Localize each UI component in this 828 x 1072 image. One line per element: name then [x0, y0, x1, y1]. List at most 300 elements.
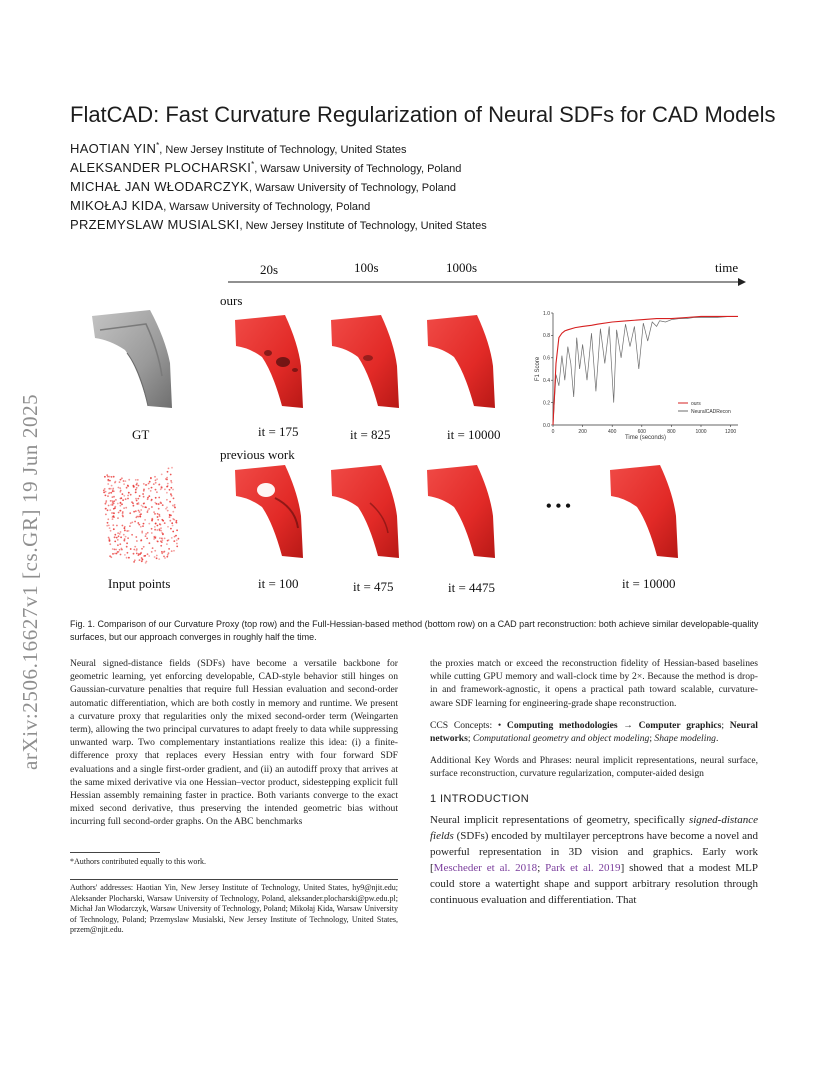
point — [157, 541, 159, 543]
point — [176, 546, 178, 548]
point — [158, 514, 160, 516]
abstract-continued: the proxies match or exceed the reconstruction fidelity of Hessian-based baselines while cutting GPU memory and wall-clock time by 2×. Because the method is drop-in and framework-agnostic, it opens a practical path toward scalable, curvature-aware SDF learning for engineering-grade shape reconstruction. — [430, 658, 758, 709]
point — [135, 491, 137, 493]
intro-text: ] showed that a modest MLP could store a watertight shape and support arbitrary resolution through continuous evaluation and differentiation. That — [430, 861, 758, 906]
point — [125, 498, 127, 500]
point — [159, 515, 161, 517]
point — [119, 533, 121, 535]
point — [167, 471, 169, 473]
point — [154, 502, 156, 504]
point — [120, 505, 122, 507]
point — [166, 507, 168, 509]
point — [142, 559, 144, 561]
author-affiliation: , New Jersey Institute of Technology, United States — [239, 220, 487, 232]
f1-chart — [535, 311, 738, 441]
section-heading: 1 INTRODUCTION — [430, 792, 530, 805]
point — [171, 467, 173, 469]
point — [147, 498, 149, 500]
point — [130, 548, 132, 550]
point — [172, 505, 174, 507]
input-points — [103, 467, 179, 564]
point — [105, 495, 107, 497]
point — [151, 532, 153, 534]
point — [155, 479, 157, 481]
author-name: MICHAŁ JAN WŁODARCZYK — [70, 179, 249, 194]
point — [155, 497, 157, 499]
footnote-rule — [70, 852, 160, 853]
teaser-figure — [70, 258, 760, 603]
point — [170, 515, 172, 517]
point — [120, 502, 122, 504]
y-axis-label: F1 Score — [535, 356, 541, 382]
point — [158, 558, 160, 560]
point — [135, 484, 137, 486]
point — [119, 549, 121, 551]
point — [121, 549, 123, 551]
point — [134, 559, 136, 561]
point — [136, 550, 138, 552]
point — [108, 505, 110, 507]
point — [164, 538, 166, 540]
point — [152, 547, 154, 549]
point — [135, 489, 137, 491]
point — [117, 544, 119, 546]
point — [157, 516, 159, 518]
shape-top-1 — [235, 315, 303, 408]
shape-bottom-4 — [610, 465, 678, 558]
point — [135, 536, 137, 538]
point — [161, 487, 163, 489]
point — [159, 484, 161, 486]
author-sup: * — [156, 141, 160, 150]
point — [138, 553, 140, 555]
point — [110, 492, 112, 494]
point — [127, 485, 129, 487]
x-tick-label: 400 — [608, 429, 617, 435]
point — [122, 512, 124, 514]
point — [151, 499, 153, 501]
point — [130, 494, 132, 496]
point — [168, 552, 170, 554]
point — [112, 504, 114, 506]
point — [173, 498, 175, 500]
point — [109, 509, 111, 511]
point — [164, 522, 166, 524]
y-tick-label: 0.0 — [543, 422, 550, 429]
point — [107, 483, 109, 485]
point — [164, 557, 166, 559]
point — [176, 539, 178, 541]
point — [149, 481, 151, 483]
iteration-label: it = 175 — [258, 424, 299, 439]
point — [160, 545, 162, 547]
figure-graphics — [70, 258, 760, 603]
point — [172, 525, 174, 527]
point — [166, 492, 168, 494]
point — [133, 561, 135, 563]
point — [112, 553, 114, 555]
point — [143, 490, 145, 492]
point — [113, 500, 115, 502]
point — [123, 495, 125, 497]
point — [111, 500, 113, 502]
point — [141, 560, 143, 562]
point — [134, 546, 136, 548]
point — [137, 498, 139, 500]
point — [117, 517, 119, 519]
point — [120, 490, 122, 492]
point — [160, 524, 162, 526]
shape-top-3 — [427, 315, 495, 408]
shape-top-2 — [331, 315, 399, 408]
point — [108, 538, 110, 540]
point — [127, 537, 129, 539]
point — [155, 482, 157, 484]
point — [167, 526, 169, 528]
point — [148, 495, 150, 497]
point — [176, 529, 178, 531]
point — [144, 506, 146, 508]
point — [112, 496, 114, 498]
point — [153, 538, 155, 540]
point — [170, 480, 172, 482]
author-addresses: Authors' addresses: Haotian Yin, New Jersey Institute of Technology, United States, hy9@njit.edu; Aleksander Plocharski, Warsaw University of Technology, Poland, aleksander.plocharski@pw.edu.pl; Michał Jan Włodarczyk, Warsaw University of Technology, Poland; Mikołaj Kida, Warsaw University of Technology, Poland; Przemyslaw Musialski, New Jersey Institute of Technology, United States, przem@njit.edu. — [70, 883, 398, 934]
point — [122, 516, 124, 518]
iteration-label: it = 10000 — [447, 427, 501, 442]
point — [170, 487, 172, 489]
point — [136, 548, 138, 550]
point — [146, 538, 148, 540]
point — [147, 510, 149, 512]
point — [170, 474, 172, 476]
point — [150, 478, 152, 480]
point — [117, 539, 119, 541]
point — [176, 543, 178, 545]
point — [164, 489, 166, 491]
point — [151, 519, 153, 521]
point — [135, 479, 137, 481]
point — [109, 540, 111, 542]
point — [151, 551, 153, 553]
point — [136, 500, 138, 502]
iteration-label: it = 100 — [258, 576, 299, 591]
x-tick-label: 200 — [578, 429, 587, 435]
iteration-label: it = 475 — [353, 579, 394, 594]
point — [120, 510, 122, 512]
ccs-concepts — [430, 719, 758, 745]
point — [137, 479, 139, 481]
point — [118, 535, 120, 537]
point — [139, 559, 141, 561]
point — [157, 513, 159, 515]
point — [106, 474, 108, 476]
gt-shape — [92, 310, 172, 408]
point — [134, 521, 136, 523]
point — [147, 532, 149, 534]
point — [163, 551, 165, 553]
point — [111, 476, 113, 478]
point — [171, 522, 173, 524]
iteration-label: it = 10000 — [622, 576, 676, 591]
author-name: ALEKSANDER PLOCHARSKI — [70, 160, 252, 176]
point — [118, 551, 120, 553]
point — [175, 535, 177, 537]
point — [108, 525, 110, 527]
point — [139, 495, 141, 497]
y-tick-label: 0.8 — [543, 333, 550, 340]
point — [124, 554, 126, 556]
point — [114, 549, 116, 551]
point — [109, 480, 111, 482]
point — [114, 536, 116, 538]
point — [114, 541, 116, 543]
point — [123, 480, 125, 482]
y-tick-label: 0.2 — [543, 400, 550, 407]
point — [148, 488, 150, 490]
point — [125, 536, 127, 538]
x-tick-label: 0 — [551, 429, 555, 435]
point — [142, 493, 144, 495]
point — [155, 523, 157, 525]
point — [139, 511, 141, 513]
point — [166, 479, 168, 481]
point — [145, 535, 147, 537]
point — [137, 522, 139, 524]
point — [163, 556, 165, 558]
point — [138, 503, 140, 505]
point — [139, 516, 141, 518]
point — [124, 526, 126, 528]
timeline-label: 100s — [354, 260, 379, 275]
point — [124, 538, 126, 540]
author-line — [70, 160, 770, 179]
point — [151, 487, 153, 489]
abstract-left-column — [70, 657, 398, 838]
point — [140, 552, 142, 554]
point — [156, 491, 158, 493]
point — [168, 548, 170, 550]
point — [159, 530, 161, 532]
point — [116, 553, 118, 555]
intro-paragraph — [430, 812, 758, 908]
point — [136, 487, 138, 489]
point — [172, 489, 174, 491]
point — [114, 534, 116, 536]
point — [173, 540, 175, 542]
point — [113, 490, 115, 492]
point — [107, 509, 109, 511]
point — [107, 522, 109, 524]
shape-bottom-1 — [235, 465, 303, 558]
point — [112, 518, 114, 520]
point — [115, 481, 117, 483]
timeline-label: 20s — [260, 262, 279, 277]
point — [161, 474, 163, 476]
citation-link[interactable]: Mescheder et al. 2018 — [433, 861, 538, 874]
point — [148, 555, 150, 557]
point — [122, 499, 124, 501]
point — [126, 542, 128, 544]
point — [135, 510, 137, 512]
point — [156, 555, 158, 557]
author-line — [70, 198, 770, 217]
point — [166, 556, 168, 558]
point — [172, 518, 174, 520]
point — [148, 483, 150, 485]
point — [112, 488, 114, 490]
row-label-ours: ours — [220, 293, 243, 308]
point — [120, 554, 122, 556]
arxiv-stamp: arXiv:2506.16627v1 [cs.GR] 19 Jun 2025 — [18, 393, 42, 770]
point — [157, 503, 159, 505]
point — [109, 543, 111, 545]
abstract-text: Neural signed-distance fields (SDFs) have become a versatile backbone for geometric learning, yet enforcing developable, CAD-style behavior still hinges on Gaussian-curvature penalties that require full Hessian evaluation and second-order automatic differentiation, which are both costly in memory and runtime. We present a curvature proxy that regularities only the mixed second-order term (Weingarten term), allowing the two principal curvatures to adapt freely to data while suppressing unwanted warp. Two complementary instantiations realize this idea: (i) a finite-difference proxy that replaces every Hessian entry with four forward SDF evaluations and a single first-order gradient, and (ii) an autodiff proxy that arrives at the same mixed derivative via one Hessian–vector product, sidestepping explicit full Hessian assembly remaining faster in practice. Both variants converge to the exact mixed second derivative, thus preserving the intended geometric bias without incurring full second-order graphs. On the ABC benchmarks — [70, 658, 398, 828]
point — [128, 557, 130, 559]
point — [172, 511, 174, 513]
point — [144, 519, 146, 521]
point — [133, 553, 135, 555]
point — [121, 503, 123, 505]
point — [121, 477, 123, 479]
point — [156, 557, 158, 559]
point — [153, 511, 155, 513]
author-line — [70, 217, 770, 236]
point — [138, 485, 140, 487]
point — [161, 551, 163, 553]
point — [140, 526, 142, 528]
y-tick-label: 0.6 — [543, 355, 550, 362]
author-name: HAOTIAN YIN — [70, 141, 157, 157]
point — [140, 509, 142, 511]
point — [112, 548, 114, 550]
point — [147, 511, 149, 513]
point — [171, 482, 173, 484]
point — [145, 484, 147, 486]
point — [140, 513, 142, 515]
point — [119, 487, 121, 489]
point — [148, 508, 150, 510]
point — [170, 528, 172, 530]
point — [118, 512, 120, 514]
point — [120, 479, 122, 481]
x-tick-label: 800 — [667, 429, 676, 435]
point — [136, 540, 138, 542]
point — [131, 501, 133, 503]
author-name: PRZEMYSLAW MUSIALSKI — [70, 217, 240, 232]
point — [154, 529, 156, 531]
point — [109, 527, 111, 529]
ccs-sep: ; — [649, 733, 655, 745]
point — [141, 557, 143, 559]
point — [143, 483, 145, 485]
legend-label: ours — [691, 400, 701, 407]
point — [138, 524, 140, 526]
point — [160, 530, 162, 532]
point — [166, 477, 168, 479]
point — [150, 490, 152, 492]
point — [168, 539, 170, 541]
point — [106, 525, 108, 527]
point — [115, 549, 117, 551]
point — [110, 556, 112, 558]
point — [107, 495, 109, 497]
point — [143, 546, 145, 548]
intro-text: ; — [537, 861, 546, 874]
point — [131, 522, 133, 524]
point — [122, 493, 124, 495]
point — [117, 503, 119, 505]
point — [155, 489, 157, 491]
point — [126, 530, 128, 532]
point — [120, 498, 122, 500]
figure-caption: Fig. 1. Comparison of our Curvature Proxy (top row) and the Full-Hessian-based method (bottom row) on a CAD part reconstruction: both achieve similar developable-quality surfaces, but our approach converges in roughly half the time. — [70, 619, 759, 642]
point — [144, 555, 146, 557]
point — [162, 533, 164, 535]
point — [130, 522, 132, 524]
author-affiliation: , Warsaw University of Technology, Poland — [248, 182, 456, 194]
point — [160, 527, 162, 529]
point — [109, 476, 111, 478]
point — [128, 492, 130, 494]
author-list — [70, 141, 770, 236]
point — [169, 516, 171, 518]
point — [167, 510, 169, 512]
point — [116, 537, 118, 539]
gt-label: GT — [132, 427, 150, 442]
point — [141, 531, 143, 533]
keywords: Additional Key Words and Phrases: neural implicit representations, neural surface, surface reconstruction, curvature regularization, computer-aided design — [430, 755, 758, 780]
point — [169, 501, 171, 503]
point — [172, 531, 174, 533]
timeline-label: 1000s — [446, 260, 478, 275]
ccs-term: Shape modeling — [654, 733, 716, 745]
point — [113, 496, 115, 498]
point — [145, 533, 147, 535]
point — [151, 506, 153, 508]
point — [167, 554, 169, 556]
point — [116, 525, 118, 527]
point — [123, 507, 125, 509]
ccs-prefix: CCS Concepts: • — [430, 719, 507, 731]
point — [160, 502, 162, 504]
point — [126, 487, 128, 489]
point — [173, 550, 175, 552]
point — [154, 476, 156, 478]
point — [127, 498, 129, 500]
point — [131, 534, 133, 536]
x-tick-label: 600 — [637, 429, 646, 435]
citation-link[interactable]: Park et al. 2019 — [545, 861, 621, 874]
point — [138, 516, 140, 518]
point — [142, 525, 144, 527]
point — [133, 549, 135, 551]
point — [169, 489, 171, 491]
point — [107, 479, 109, 481]
ccs-sep: ; — [721, 719, 730, 731]
point — [124, 530, 126, 532]
point — [154, 550, 156, 552]
point — [166, 499, 168, 501]
timeline-label: time — [715, 260, 739, 275]
point — [113, 516, 115, 518]
point — [127, 495, 129, 497]
point — [112, 524, 114, 526]
author-line — [70, 141, 770, 160]
point — [105, 508, 107, 510]
point — [175, 521, 177, 523]
point — [126, 546, 128, 548]
point — [111, 485, 113, 487]
